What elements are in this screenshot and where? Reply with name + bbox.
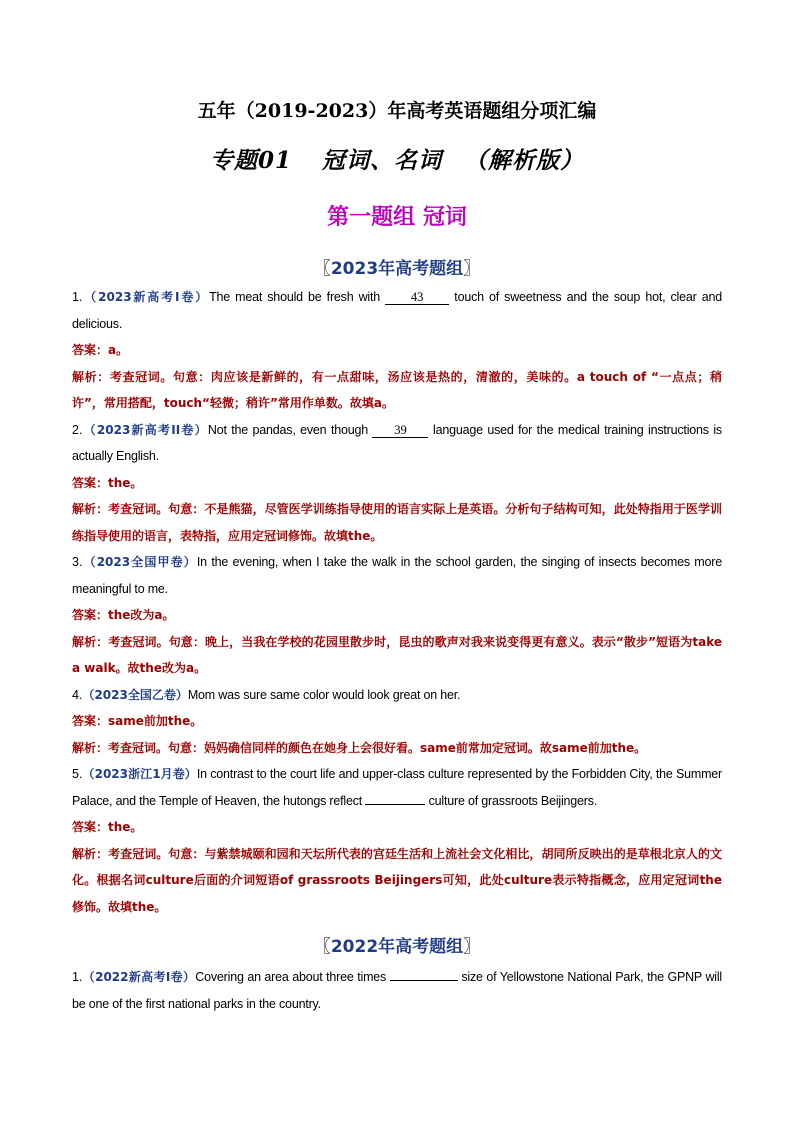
answer-1: 答案：a。 (72, 343, 129, 357)
question-1: 1.（2023新高考I卷）The meat should be fresh with 43 touch of sweetness and the soup hot, clear and delicious. (72, 290, 722, 331)
section-year-label: 2023年高考题组 (330, 259, 464, 279)
section-year-label: 2022年高考题组 (330, 937, 464, 957)
explanation-2: 解析：考查冠词。句意：不是熊猫，尽管医学训练指导使用的语言实际上是英语。分析句子结构可知，此处特指用于医学训练指导使用的语言，表特指，应用定冠词修饰。故填the。 (72, 502, 722, 543)
answer-blank: 39 (372, 423, 428, 438)
question-3: 3.（2023全国甲卷）In the evening, when I take the walk in the school garden, the singing of insects becomes more meaningful to me. (72, 555, 722, 596)
question-source: （2023新高考I卷） (82, 290, 210, 304)
answer-blank (365, 790, 425, 805)
explanation-4: 解析：考查冠词。句意：妈妈确信同样的颜色在她身上会很好看。same前常加定冠词。故same前加the。 (72, 740, 647, 755)
edition-label: （解析版） (464, 147, 584, 174)
answer-5: 答案：the。 (72, 820, 143, 834)
topic-name: 冠词、名词 (322, 147, 442, 174)
question-source: （2023浙江1月卷） (82, 767, 197, 781)
section-heading-2023: 〖2023年高考题组〗 (313, 259, 481, 279)
explanation-1: 解析：考查冠词。句意：肉应该是新鲜的，有一点甜味，汤应该是热的，清澈的，美味的。a touch of “一点点；稍许”，常用搭配，touch“轻微；稍许”常用作单数。故填a。 (72, 369, 722, 410)
answer-blank: 43 (385, 290, 449, 305)
explanation-3: 解析：考查冠词。句意：晚上，当我在学校的花园里散步时，昆虫的歌声对我来说变得更有意义。表示“散步”短语为take a walk。故the改为a。 (72, 634, 722, 675)
section-content-2023 (72, 284, 722, 920)
group-title: 第一题组 冠词 (327, 205, 467, 230)
answer-3: 答案：the改为a。 (72, 608, 175, 622)
section-content-2022 (72, 964, 722, 1017)
section-heading-2022: 〖2022年高考题组〗 (313, 937, 481, 957)
question-source: （2023全国乙卷） (82, 687, 188, 702)
question-source: （2022新高考I卷） (82, 970, 196, 984)
answer-4: 答案：same前加the。 (72, 714, 203, 728)
question-source: （2023新高考II卷） (82, 422, 208, 437)
answer-2: 答案：the。 (72, 475, 143, 490)
explanation-5: 解析：考查冠词。句意：与紫禁城颐和园和天坛所代表的宫廷生活和上流社会文化相比，胡同所反映出的是草根北京人的文化。根据名词culture后面的介词短语of grassroots Beijingers可知，此处culture表示特指概念，应用定冠词the修饰。故填the。 (72, 846, 722, 914)
main-title: 五年（2019-2023）年高考英语题组分项汇编 (197, 100, 597, 122)
question-source: （2023全国甲卷） (82, 555, 197, 569)
sub-title (0, 142, 794, 175)
question-4: 4.（2023全国乙卷）Mom was sure same color would look great on her. (72, 687, 461, 702)
topic-number: 专题01 (209, 147, 292, 174)
question-1-2022: 1.（2022新高考I卷）Covering an area about three times size of Yellowstone National Park, the GPNP will be one of the first national parks in the country. (72, 964, 722, 1017)
question-2: 2.（2023新高考II卷）Not the pandas, even though 39 language used for the medical training instructions is actually English. (72, 422, 722, 463)
answer-blank (390, 966, 458, 981)
question-5: 5.（2023浙江1月卷）In contrast to the court life and upper-class culture represented by the Forbidden City, the Summer Palace, and the Temple of Heaven, the hutongs reflect culture of grassroots Beijingers. (72, 767, 723, 808)
